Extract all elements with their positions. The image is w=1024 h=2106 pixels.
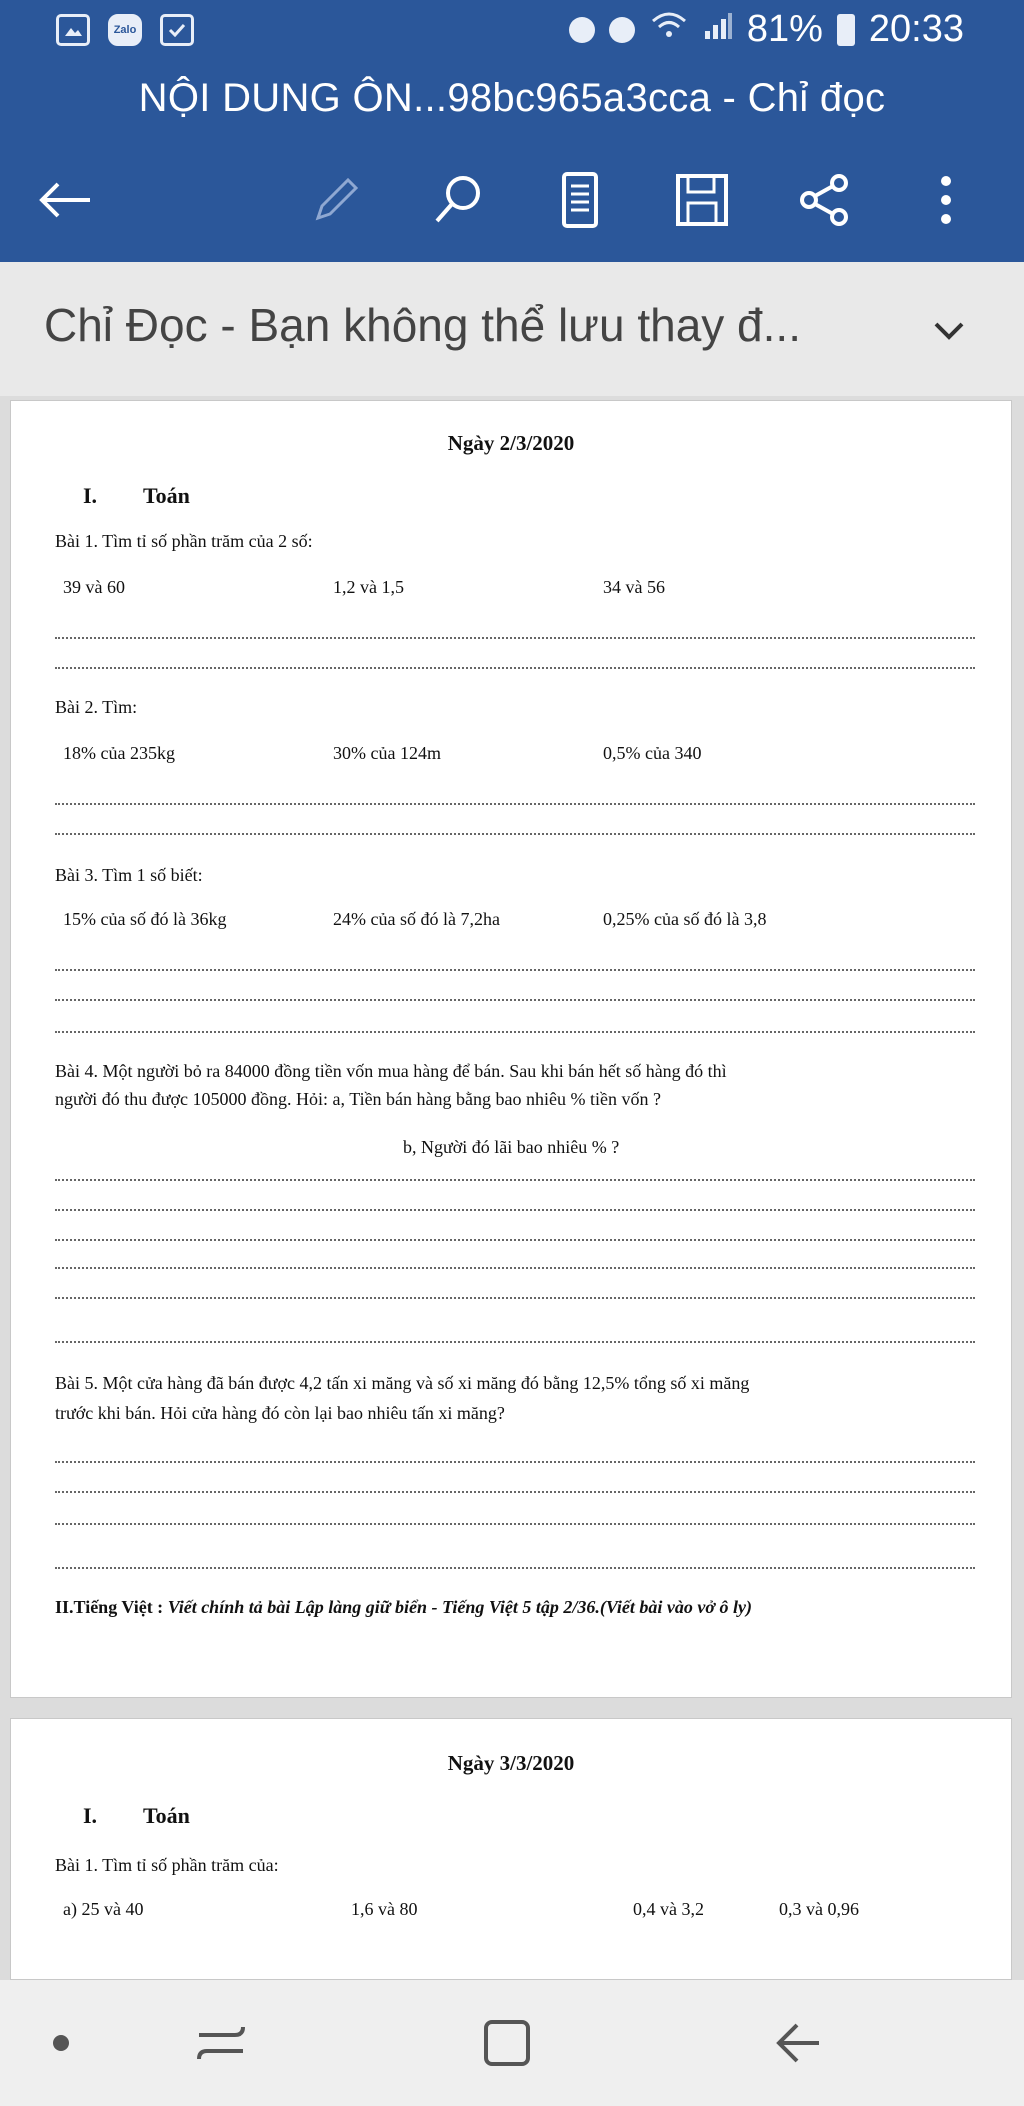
bai1-item: 1,6 và 80 — [351, 1899, 418, 1919]
bai2-title: Bài 2. Tìm: — [55, 697, 138, 717]
section-number: I. — [83, 483, 98, 508]
tieng-viet-label: II.Tiếng Việt : — [55, 1597, 168, 1617]
battery-percent: 81% — [746, 8, 823, 50]
document-page-2 — [10, 1718, 1012, 1980]
bai2-item: 30% của 124m — [333, 743, 441, 763]
bai1-item: 34 và 56 — [603, 577, 665, 597]
pencil-icon[interactable] — [296, 160, 376, 240]
answer-line — [55, 969, 975, 971]
home-icon[interactable] — [472, 2008, 542, 2078]
section-number: I. — [83, 1803, 98, 1828]
read-only-message: Chỉ Đọc - Bạn không thể lưu thay đ... — [44, 299, 801, 351]
save-icon[interactable] — [662, 160, 742, 240]
answer-line — [55, 833, 975, 835]
page-date: Ngày 2/3/2020 — [447, 431, 575, 455]
bai2-item: 18% của 235kg — [63, 743, 175, 763]
bai4-text: b, Người đó lãi bao nhiêu % ? — [403, 1137, 620, 1157]
section-title: Toán — [143, 483, 190, 508]
bai4-text: người đó thu được 105000 đồng. Hỏi: a, Tiền bán hàng bằng bao nhiêu % tiền vốn ? — [55, 1089, 661, 1109]
bai1-item: 0,3 và 0,96 — [779, 1899, 859, 1919]
tieng-viet-content: Viết chính tả bài Lập làng giữ biển - Tiếng Việt 5 tập 2/36.(Viết bài vào vở ô ly) — [167, 1597, 752, 1617]
recents-icon[interactable] — [186, 2008, 256, 2078]
alarm-icon — [609, 17, 635, 43]
bai3-item: 0,25% của số đó là 3,8 — [603, 909, 767, 929]
answer-line — [55, 667, 975, 669]
answer-line — [55, 1031, 975, 1033]
answer-line — [55, 1239, 975, 1241]
bai1-item: a) 25 và 40 — [63, 1899, 144, 1919]
answer-line — [55, 1267, 975, 1269]
bai5-text: trước khi bán. Hỏi cửa hàng đó còn lại bao nhiêu tấn xi măng? — [55, 1403, 505, 1423]
page-date: Ngày 3/3/2020 — [447, 1751, 575, 1775]
more-icon[interactable] — [906, 160, 986, 240]
zalo-icon: Zalo — [108, 14, 142, 46]
back-arrow-icon[interactable] — [24, 160, 104, 240]
bai2-item: 0,5% của 340 — [603, 743, 702, 763]
read-only-banner[interactable] — [0, 262, 1024, 396]
dot-icon[interactable] — [26, 2008, 96, 2078]
bai3-item: 15% của số đó là 36kg — [63, 909, 227, 929]
signal-icon — [703, 8, 733, 51]
tieng-viet-assignment — [55, 1597, 752, 1618]
answer-line — [55, 1341, 975, 1343]
lock-icon — [569, 17, 595, 43]
answer-line — [55, 1491, 975, 1493]
bai1-title: Bài 1. Tìm tỉ số phần trăm của: — [55, 1855, 279, 1875]
bai1-item: 1,2 và 1,5 — [333, 577, 404, 597]
section-title: Toán — [143, 1803, 190, 1828]
share-icon[interactable] — [784, 160, 864, 240]
answer-line — [55, 1179, 975, 1181]
navigation-bar — [0, 1980, 1024, 2106]
status-bar — [0, 0, 1024, 66]
answer-line — [55, 803, 975, 805]
bai4-text: Bài 4. Một người bỏ ra 84000 đồng tiền vốn mua hàng để bán. Sau khi bán hết số hàng đó thì — [55, 1061, 727, 1081]
checkbox-icon — [160, 14, 194, 46]
search-icon[interactable] — [418, 160, 498, 240]
answer-line — [55, 1209, 975, 1211]
toolbar — [0, 160, 1024, 240]
answer-line — [55, 1297, 975, 1299]
bai1-item: 39 và 60 — [63, 577, 125, 597]
back-icon[interactable] — [762, 2008, 832, 2078]
document-title: NỘI DUNG ÔN...98bc965a3cca - Chỉ đọc — [138, 76, 886, 120]
wifi-icon — [649, 11, 689, 49]
bai5-text: Bài 5. Một cửa hàng đã bán được 4,2 tấn xi măng và số xi măng đó bằng 12,5% tổng số xi măng — [55, 1373, 750, 1393]
answer-line — [55, 1461, 975, 1463]
gallery-icon — [56, 14, 90, 46]
battery-icon — [837, 14, 855, 46]
bai1-item: 0,4 và 3,2 — [633, 1899, 704, 1919]
bai1-title: Bài 1. Tìm tỉ số phần trăm của 2 số: — [55, 531, 313, 551]
document-page-1 — [10, 400, 1012, 1698]
answer-line — [55, 637, 975, 639]
clock: 20:33 — [868, 8, 964, 50]
bai3-item: 24% của số đó là 7,2ha — [333, 909, 500, 929]
answer-line — [55, 999, 975, 1001]
answer-line — [55, 1567, 975, 1569]
bai3-title: Bài 3. Tìm 1 số biết: — [55, 865, 203, 885]
chevron-down-icon[interactable] — [924, 306, 974, 356]
app-bar — [0, 0, 1024, 262]
answer-line — [55, 1523, 975, 1525]
reading-view-icon[interactable] — [540, 160, 620, 240]
